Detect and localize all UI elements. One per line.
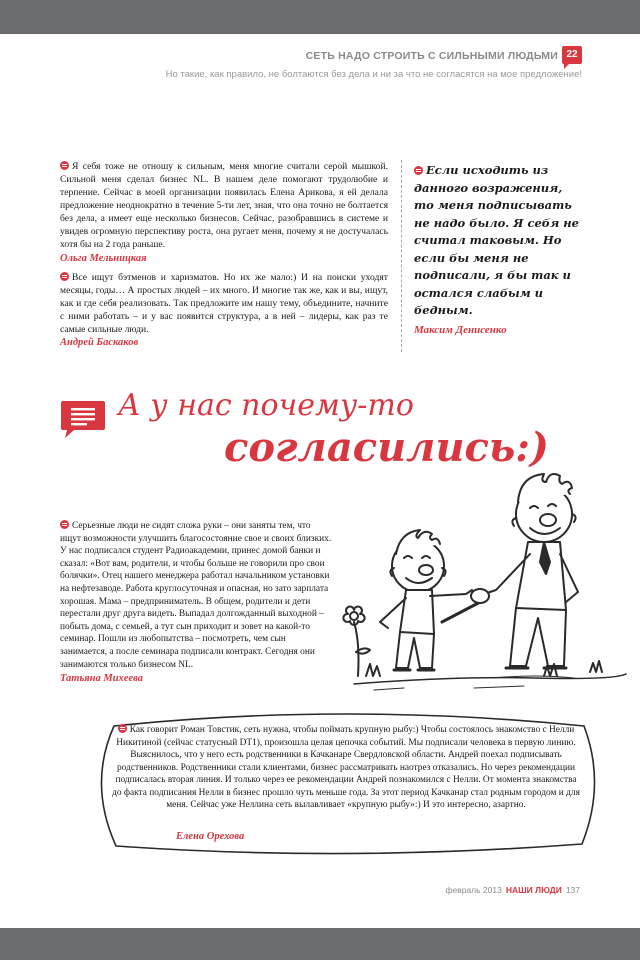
column-divider <box>401 160 402 352</box>
quote-block-4 <box>112 724 580 812</box>
quote-block-2 <box>60 271 388 350</box>
quote-author: Елена Орехова <box>176 831 245 842</box>
quote-text: Я себя тоже не отношу к сильным, меня многие считали серой мышкой. Сильной меня сделал бизнес NL. В нашем деле помогают трудолюбие и терпение. Сейчас в моей организации появилась Елена Арикова, я ей делала предложение неоднократно в течение 5-ти лет, зная, что она точно не болтается без дела, а имеет еще несколько бизнесов. Сейчас, разобравшись в системе и увидев огромную перспективу роста, она ругает меня, почему я не достучалась хотя бы на 2 года раньше. <box>60 161 388 250</box>
section-heading-line-2: согласились:) <box>224 424 549 471</box>
page-number-badge: 22 <box>562 46 582 64</box>
footer-page-number: 137 <box>565 885 580 895</box>
viewer-top-bar <box>0 0 640 34</box>
sidebar-quote-author: Максим Денисенко <box>414 323 507 336</box>
quote-icon <box>60 272 69 281</box>
running-header-title: СЕТЬ НАДО СТРОИТЬ С СИЛЬНЫМИ ЛЮДЬМИ <box>305 50 558 62</box>
quote-icon <box>60 520 69 529</box>
quote-block-3 <box>60 520 332 686</box>
quote-icon <box>60 161 69 170</box>
quote-block-1 <box>60 160 388 266</box>
quote-author: Андрей Баскаков <box>60 337 139 348</box>
footer-magazine: НАШИ ЛЮДИ <box>505 885 562 895</box>
quote-text: Все ищут бэтменов и харизматов. Но их же мало:) И на поиски уходят месяцы, годы… А простых людей – их много. И многие так же, как и вы, ищут, как и где себя реализовать. Так предложите им нашу тему, объедините, начните с ними работать – и у вас появится структура, а в ней – лидеры, как раз те самые сильные люди. <box>60 272 388 335</box>
sidebar-quote-text: Если исходить из данного возражения, то меня подписывать не надо было. Я себя не считал таковым. Но если бы меня не подписали, я бы так и остался слабым и бедным. <box>414 163 579 317</box>
viewer-bottom-bar <box>0 928 640 960</box>
section-heading-line-1: А у нас почему-то <box>118 388 414 423</box>
sidebar-quote <box>414 162 584 337</box>
speech-bubble-icon <box>60 398 106 440</box>
running-header-subtitle: Но такие, как правило, не болтаются без дела и ни за что не согласятся на мое предложение! <box>165 69 582 80</box>
quote-author: Ольга Мельницкая <box>60 253 147 264</box>
quote-text: Серьезные люди не сидят сложа руки – они заняты тем, что ищут возможности улучшить благосостояние свое и своих близких. У нас подписался студент Радиоакадемии, принес домой банки и сказал: «Вот вам, родители, и чтобы больше не говорили про свои болячки». Отец нашего менеджера работал начальником установки на нефтезаводе. Работа круглосуточная и опасная, но зато зарплата хорошая. Мама – предприниматель. В общем, родители и дети перестали друг друга видеть. Выпадал долгожданный выходной – побыть дома, с семьей, а тут сын приходит и зовет на какой-то семинар. Пошли из любопытства – посмотреть, чем сын занимается, а после семинара подписали контракт. Сегодня они занимаются только бизнесом NL. <box>60 521 332 670</box>
quote-icon <box>118 724 127 733</box>
quote-text: Как говорит Роман Товстик, сеть нужна, чтобы поймать крупную рыбу:) Чтобы состоялось знакомство с Нелли Никитиной (сейчас статусный DT1), произошла целая цепочка событий. Мы подписали человека в первую линию. Выяснилось, что у него есть родственники в Качканаре Свердловской области. Андрей поехал подписывать родственников. Родственники стали клиентами, бизнес рассматривать наотрез отказались. Но через рекомендации подписалась вторая линия. И только через ее рекомендации Андрей познакомился с Нелли. От момента знакомства до факта подписания Нелли в бизнес прошло чуть меньше года. За этот период Качканар стал родным городом и для меня. Сейчас уже Неллина сеть вылавливает «крупную рыбу»:) И это интересно, азартно. <box>112 725 580 810</box>
page-footer <box>445 885 580 895</box>
cartoon-illustration <box>334 462 630 702</box>
footer-date: февраль 2013 <box>445 885 502 895</box>
quote-author: Татьяна Михеева <box>60 673 143 685</box>
quote-icon <box>414 166 423 175</box>
